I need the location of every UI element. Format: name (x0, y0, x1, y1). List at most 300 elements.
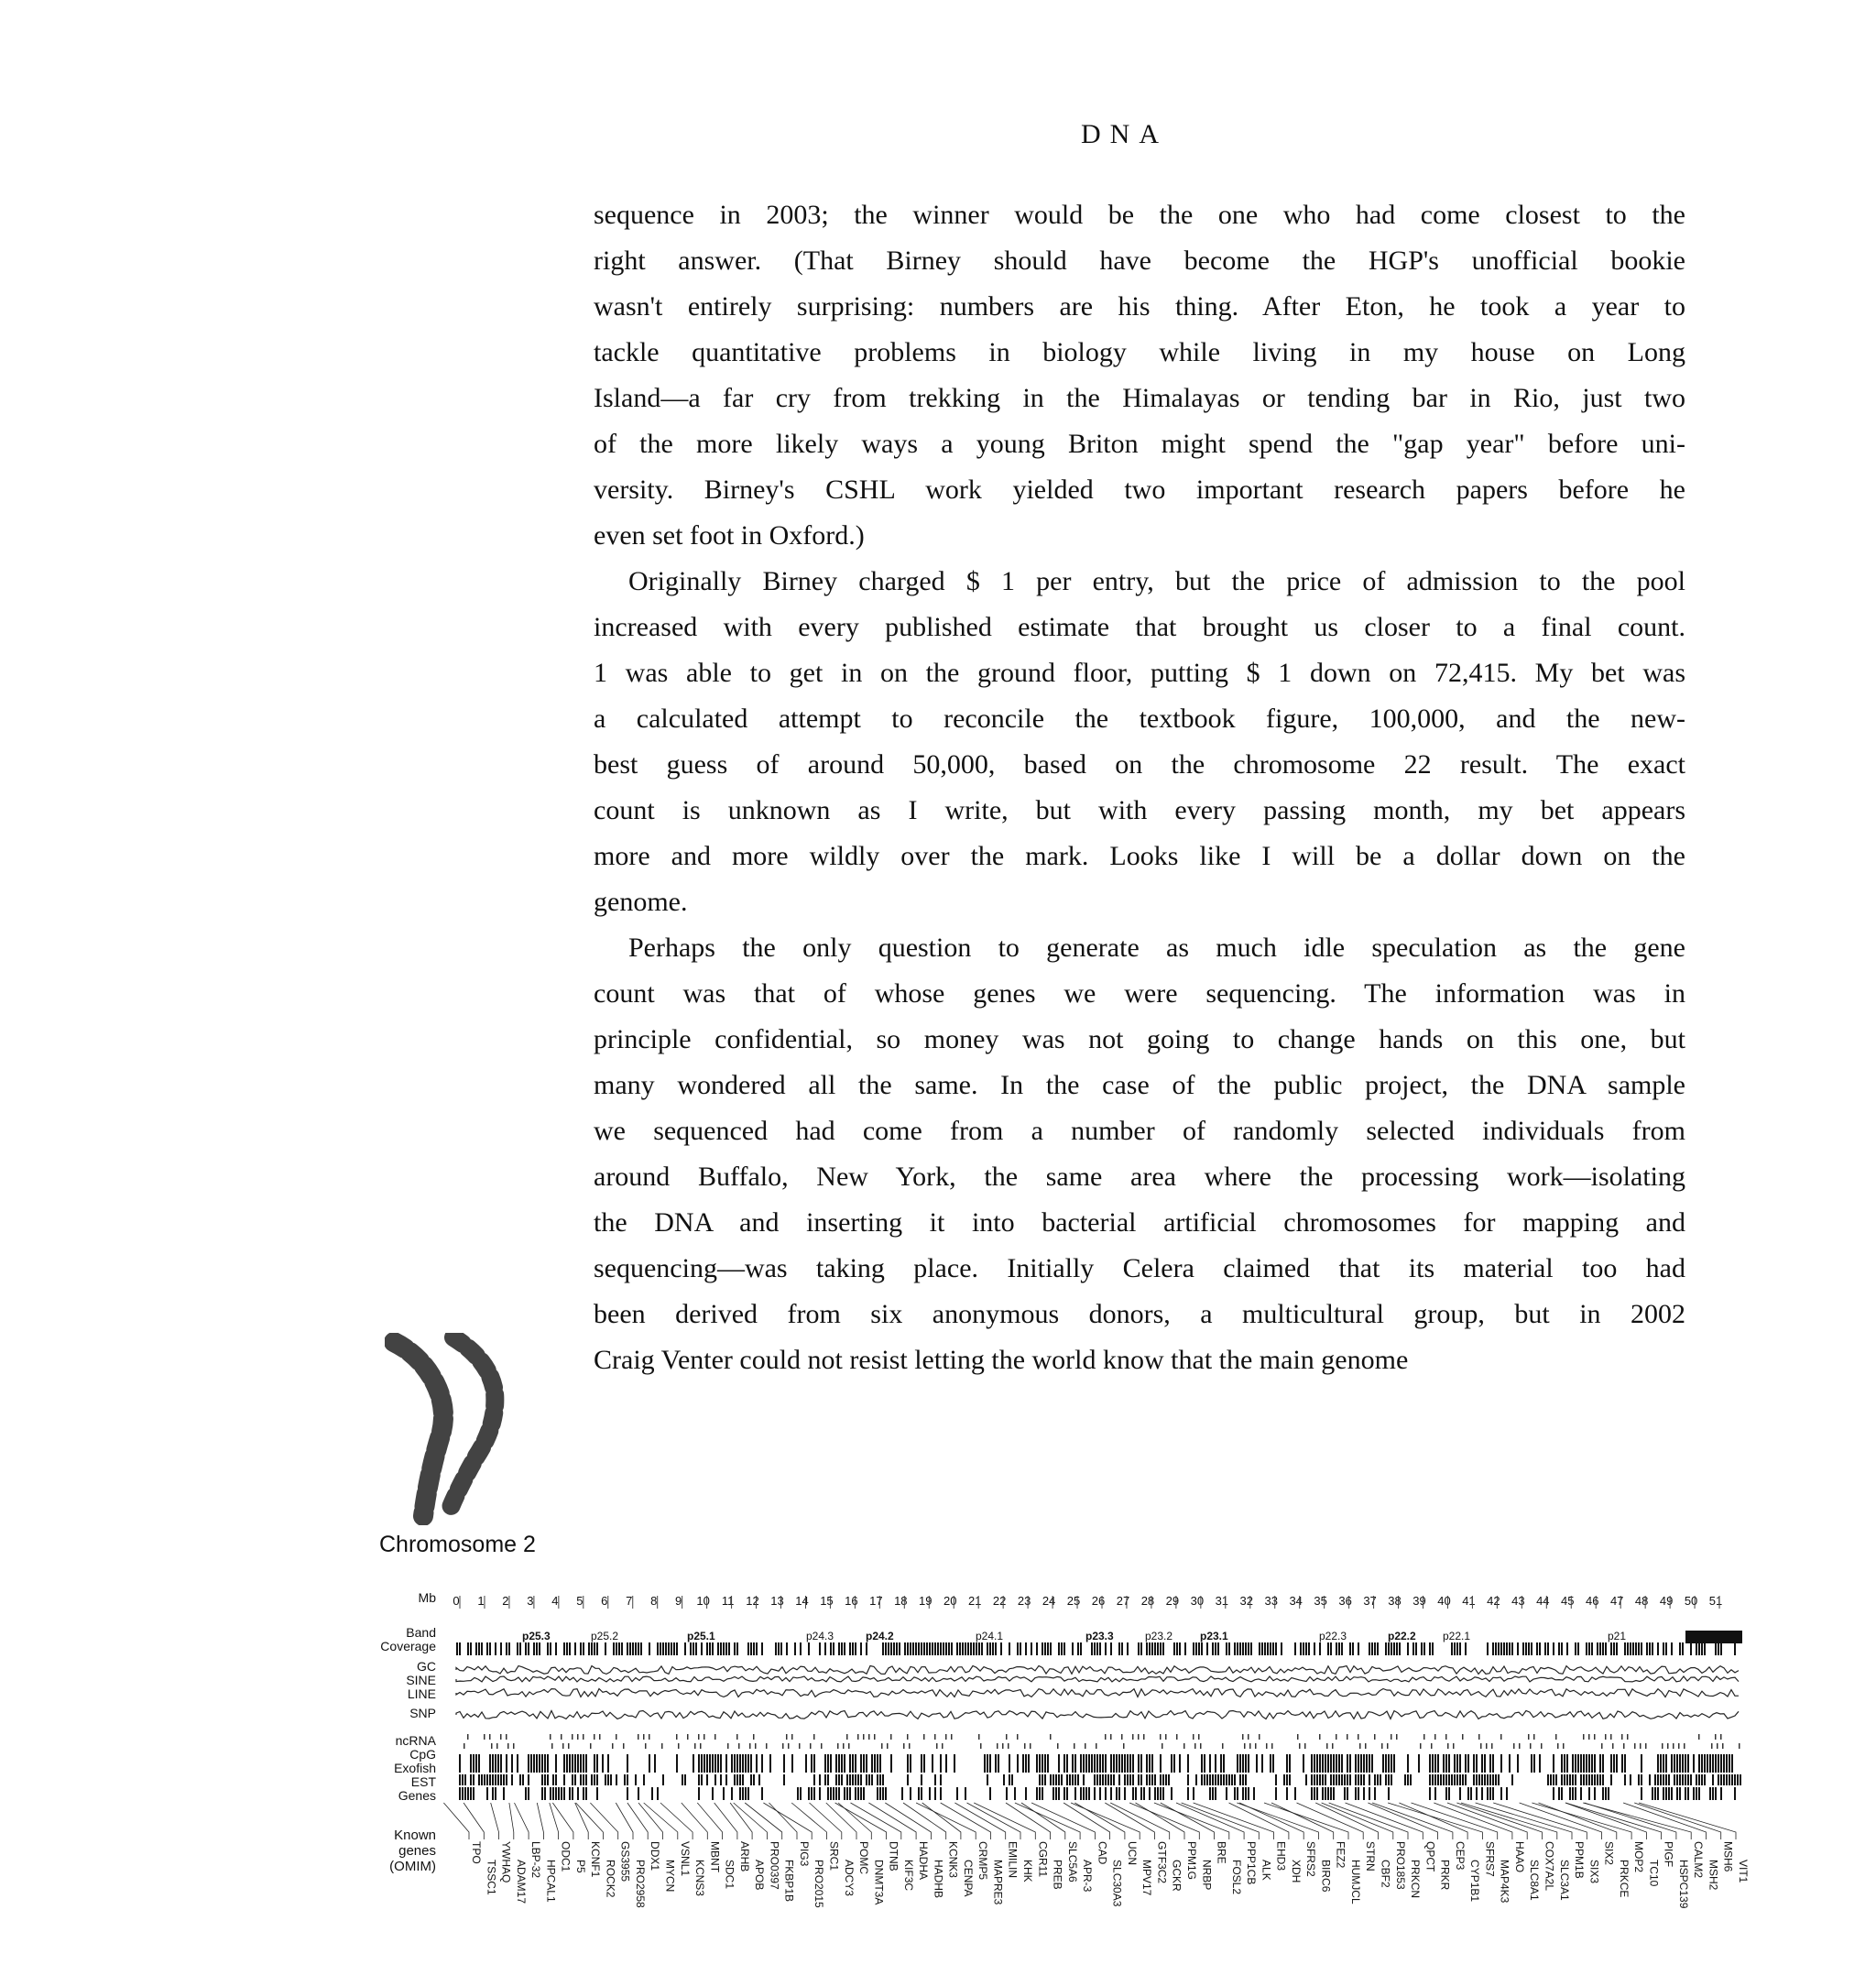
coverage-segment (1415, 1642, 1417, 1655)
exofish-mark (1366, 1754, 1368, 1773)
coverage-segment (640, 1642, 642, 1655)
coverage-segment (860, 1642, 862, 1655)
gene-label: VSNL1 (678, 1840, 692, 1877)
ncrna-tick (1374, 1734, 1376, 1740)
coverage-segment (1338, 1642, 1340, 1655)
coverage-segment (1511, 1642, 1513, 1655)
gene-mark (558, 1787, 560, 1800)
mb-label: Mb (418, 1590, 436, 1605)
est-mark (1734, 1774, 1736, 1785)
cpg-tick (980, 1743, 982, 1749)
exofish-mark (805, 1754, 807, 1773)
est-mark (635, 1774, 637, 1785)
ncrna-tick (1391, 1734, 1392, 1740)
gene-mark (879, 1787, 881, 1800)
mb-tick-label: 46 (1585, 1594, 1599, 1608)
coverage-segment (1558, 1642, 1560, 1655)
exofish-mark (1091, 1754, 1093, 1773)
gene-connector (1297, 1803, 1364, 1839)
exofish-mark (583, 1754, 584, 1773)
ncrna-tick (1445, 1734, 1447, 1740)
est-mark (624, 1774, 626, 1785)
coverage-segment (937, 1642, 939, 1655)
gene-connector (616, 1803, 633, 1839)
ncrna-tick (594, 1734, 595, 1740)
coverage-segment (849, 1642, 851, 1655)
cpg-tick (1387, 1743, 1389, 1749)
coverage-segment (1025, 1642, 1027, 1655)
gene-mark (1374, 1787, 1376, 1800)
exofish-mark (879, 1754, 881, 1773)
cpg-tick (1678, 1743, 1680, 1749)
est-mark (1154, 1774, 1156, 1785)
est-mark (1410, 1774, 1412, 1785)
ncrna-tick (1594, 1734, 1596, 1740)
est-mark (1140, 1774, 1142, 1785)
coverage-segment (943, 1642, 944, 1655)
exofish-mark (1454, 1754, 1456, 1773)
exofish-mark (1248, 1754, 1249, 1773)
cpg-tick (1601, 1743, 1603, 1749)
gene-label: SLC5A6 (1065, 1841, 1079, 1882)
exofish-mark (860, 1754, 862, 1773)
est-mark (846, 1774, 848, 1785)
text-line: more and more wildly over the mark. Looks like I will be a dollar down on the (594, 841, 1685, 871)
ncrna-tick (1555, 1734, 1557, 1740)
gene-connector (576, 1803, 604, 1839)
gene-label: APR-3 (1081, 1859, 1095, 1893)
coverage-segment (583, 1642, 584, 1655)
gene-mark (544, 1787, 546, 1800)
gene-connector (885, 1803, 931, 1839)
coverage-segment (1624, 1642, 1626, 1655)
exofish-mark (1138, 1754, 1140, 1773)
est-mark (1220, 1774, 1222, 1785)
gene-mark (1712, 1787, 1714, 1800)
coverage-segment (1305, 1642, 1307, 1655)
mb-tick-label: 14 (795, 1594, 809, 1608)
coverage-segment (621, 1642, 623, 1655)
coverage-segment (1599, 1642, 1601, 1655)
exofish-mark (1044, 1754, 1046, 1773)
coverage-segment (1242, 1642, 1244, 1655)
coverage-segment (1638, 1642, 1640, 1655)
exofish-mark (596, 1754, 598, 1773)
est-mark (1231, 1774, 1233, 1785)
coverage-segment (1690, 1642, 1692, 1655)
exofish-mark (1289, 1754, 1291, 1773)
exofish-mark (1085, 1754, 1087, 1773)
ncrna-tick (489, 1734, 491, 1740)
line-track (456, 1689, 1739, 1697)
coverage-segment (1198, 1642, 1200, 1655)
mb-tick-label: 18 (894, 1594, 908, 1608)
cpg-tick (1420, 1743, 1422, 1749)
gene-label: KCNS3 (693, 1859, 707, 1896)
text-line: tackle quantitative problems in biology while living in my house on Long (594, 337, 1685, 367)
ncrna-tick (1358, 1734, 1359, 1740)
coverage-segment (1228, 1642, 1230, 1655)
gene-mark (855, 1787, 856, 1800)
exofish-mark (1319, 1754, 1321, 1773)
coverage-segment (613, 1642, 615, 1655)
est-mark (1127, 1774, 1129, 1785)
est-mark (1385, 1774, 1387, 1785)
coverage-segment (536, 1642, 538, 1655)
exofish-mark (1456, 1754, 1458, 1773)
cpg-tick (848, 1743, 850, 1749)
est-mark (1380, 1774, 1381, 1785)
gene-connector (1182, 1803, 1260, 1839)
exofish-mark (1215, 1754, 1216, 1773)
exofish-mark (475, 1754, 477, 1773)
gene-connector (682, 1803, 708, 1839)
text-line: the DNA and inserting it into bacterial artificial chromosomes for mapping and (594, 1207, 1685, 1238)
cpg-tick (1057, 1743, 1059, 1749)
coverage-segment (1195, 1642, 1197, 1655)
est-mark (459, 1774, 461, 1785)
ncrna-tick (753, 1734, 755, 1740)
exofish-mark (693, 1754, 694, 1773)
est-mark (1610, 1774, 1612, 1785)
coverage-segment (761, 1642, 763, 1655)
est-mark (1124, 1774, 1126, 1785)
cpg-tick (507, 1743, 509, 1749)
exofish-mark (1720, 1754, 1722, 1773)
gene-label: DNMT3A (872, 1860, 886, 1905)
coverage-segment (1110, 1642, 1112, 1655)
cpg-tick (491, 1743, 493, 1749)
gene-mark (541, 1787, 543, 1800)
exofish-mark (547, 1754, 549, 1773)
est-mark (503, 1774, 505, 1785)
coverage-segment (1226, 1642, 1227, 1655)
coverage-segment (1630, 1642, 1631, 1655)
mb-tick-label: 33 (1264, 1594, 1278, 1608)
exofish-mark (1533, 1754, 1535, 1773)
cpg-tick (1673, 1743, 1674, 1749)
coverage-segment (1341, 1642, 1343, 1655)
gene-mark (1668, 1787, 1670, 1800)
est-mark (1451, 1774, 1453, 1785)
gene-mark (1347, 1787, 1348, 1800)
exofish-mark (987, 1754, 988, 1773)
coverage-segment (495, 1642, 496, 1655)
gene-mark (1074, 1787, 1076, 1800)
coverage-segment (1264, 1642, 1266, 1655)
text-line: Island—a far cry from trekking in the Himalayas or tending bar in Rio, just two (594, 383, 1685, 413)
gene-connector (868, 1803, 916, 1839)
band-label: p22.1 (1443, 1630, 1471, 1642)
exofish-mark (1489, 1754, 1491, 1773)
gene-mark (1481, 1787, 1483, 1800)
mb-tick-label: 43 (1511, 1594, 1525, 1608)
gene-mark (1209, 1787, 1211, 1800)
figure-title: Chromosome 2 (379, 1532, 536, 1557)
gene-mark (1327, 1787, 1329, 1800)
exofish-mark (676, 1754, 678, 1773)
gene-label: PRKCN (1409, 1860, 1422, 1899)
exofish-mark (1110, 1754, 1112, 1773)
ncrna-tick (1259, 1734, 1260, 1740)
cpg-tick (1030, 1743, 1031, 1749)
est-mark (868, 1774, 870, 1785)
gene-mark (1506, 1787, 1508, 1800)
est-mark (1676, 1774, 1678, 1785)
cpg-tick (645, 1743, 647, 1749)
est-mark (1072, 1774, 1074, 1785)
gene-mark (1006, 1787, 1008, 1800)
exofish-mark (761, 1754, 763, 1773)
coverage-segment (550, 1642, 551, 1655)
ncrna-tick (945, 1734, 947, 1740)
est-mark (841, 1774, 843, 1785)
coverage-segment (1421, 1642, 1423, 1655)
est-mark (484, 1774, 485, 1785)
gene-mark (830, 1787, 832, 1800)
gene-mark (495, 1787, 496, 1800)
exofish-mark (1509, 1754, 1511, 1773)
coverage-segment (1377, 1642, 1379, 1655)
est-mark (1118, 1774, 1120, 1785)
coverage-segment (882, 1642, 884, 1655)
cpg-tick (612, 1743, 614, 1749)
ncrna-tick (599, 1734, 601, 1740)
gene-mark (1500, 1787, 1502, 1800)
coverage-segment (1602, 1642, 1604, 1655)
est-mark (616, 1774, 617, 1785)
est-mark (1069, 1774, 1071, 1785)
cpg-tick (1304, 1743, 1306, 1749)
coverage-segment (1327, 1642, 1329, 1655)
est-mark (544, 1774, 546, 1785)
est-mark (662, 1774, 664, 1785)
cpg-tick (942, 1743, 943, 1749)
coverage-segment (1682, 1642, 1684, 1655)
text-line: Craig Venter could not resist letting the world know that the main genome (594, 1345, 1409, 1375)
exofish-mark (497, 1754, 499, 1773)
exofish-mark (1083, 1754, 1085, 1773)
gene-mark (1053, 1787, 1054, 1800)
mb-tick-label: 0 (453, 1594, 460, 1608)
gene-mark (1445, 1787, 1447, 1800)
exofish-mark (1072, 1754, 1074, 1773)
cpg-tick (1640, 1743, 1642, 1749)
coverage-segment (1261, 1642, 1263, 1655)
coverage-segment (1665, 1642, 1667, 1655)
exofish-mark (563, 1754, 565, 1773)
gene-connector (1585, 1803, 1676, 1839)
est-mark (497, 1774, 499, 1785)
coverage-segment (973, 1642, 975, 1655)
gene-connector (590, 1803, 617, 1839)
ncrna-tick (1176, 1734, 1178, 1740)
ncrna-tick (1017, 1734, 1019, 1740)
est-mark (1165, 1774, 1167, 1785)
ncrna-tick (500, 1734, 502, 1740)
coverage-segment (1281, 1642, 1282, 1655)
ncrna-tick (857, 1734, 859, 1740)
coverage-segment (605, 1642, 606, 1655)
cpg-tick (562, 1743, 564, 1749)
coverage-segment (1031, 1642, 1032, 1655)
band-label: p25.3 (522, 1630, 551, 1642)
exofish-mark (1407, 1754, 1409, 1773)
ncrna-tick (1621, 1734, 1623, 1740)
exofish-mark (701, 1754, 703, 1773)
ncrna-tick (874, 1734, 876, 1740)
gene-mark (1608, 1787, 1609, 1800)
gene-mark (1311, 1787, 1313, 1800)
gene-mark (1657, 1787, 1659, 1800)
mb-tick-label: 35 (1314, 1594, 1327, 1608)
sine-track (456, 1676, 1739, 1682)
ncrna-tick (1336, 1734, 1337, 1740)
gene-mark (1679, 1787, 1681, 1800)
coverage-segment (519, 1642, 521, 1655)
coverage-segment (841, 1642, 843, 1655)
est-mark (1492, 1774, 1494, 1785)
est-mark (1674, 1774, 1675, 1785)
gene-connector (954, 1803, 1005, 1839)
est-mark (1066, 1774, 1068, 1785)
est-mark (1305, 1774, 1307, 1785)
exofish-mark (747, 1754, 749, 1773)
exofish-mark (866, 1754, 867, 1773)
est-mark (1050, 1774, 1052, 1785)
coverage-segment (970, 1642, 972, 1655)
gene-mark (698, 1787, 700, 1800)
coverage-segment (467, 1642, 469, 1655)
coverage-segment (987, 1642, 988, 1655)
exofish-mark (1036, 1754, 1038, 1773)
text-line: we sequenced had come from a number of randomly selected individuals from (594, 1116, 1685, 1146)
est-mark (591, 1774, 593, 1785)
exofish-mark (945, 1754, 947, 1773)
coverage-segment (1138, 1642, 1140, 1655)
est-mark (824, 1774, 826, 1785)
est-mark (1275, 1774, 1277, 1785)
gene-mark (844, 1787, 845, 1800)
gene-connector (1493, 1803, 1587, 1839)
coverage-segment (1314, 1642, 1315, 1655)
est-mark (1649, 1774, 1651, 1785)
coverage-segment (1369, 1642, 1370, 1655)
coverage-segment (890, 1642, 892, 1655)
gene-mark (1135, 1787, 1137, 1800)
exofish-mark (1591, 1754, 1593, 1773)
exofish-mark (1665, 1754, 1667, 1773)
est-mark (580, 1774, 582, 1785)
coverage-segment (690, 1642, 692, 1655)
mb-tick-label: 7 (626, 1594, 633, 1608)
ncrna-tick (1198, 1734, 1200, 1740)
coverage-segment (1096, 1642, 1098, 1655)
gene-connector (1015, 1803, 1080, 1839)
est-mark (1212, 1774, 1214, 1785)
exofish-mark (1481, 1754, 1483, 1773)
mb-tick-label: 47 (1609, 1594, 1624, 1608)
coverage-segment (1201, 1642, 1203, 1655)
est-mark (1377, 1774, 1379, 1785)
exofish-mark (495, 1754, 496, 1773)
gene-mark (1369, 1787, 1370, 1800)
coverage-segment (926, 1642, 928, 1655)
est-mark (1665, 1774, 1667, 1785)
gene-mark (1314, 1787, 1315, 1800)
ncrna-tick (978, 1734, 980, 1740)
exofish-mark (830, 1754, 832, 1773)
est-mark (1347, 1774, 1348, 1785)
coverage-segment (662, 1642, 664, 1655)
exofish-mark (1594, 1754, 1596, 1773)
gene-mark (555, 1787, 557, 1800)
cpg-tick (1183, 1743, 1185, 1749)
gene-mark (627, 1787, 628, 1800)
exofish-mark (1009, 1754, 1010, 1773)
gene-mark (745, 1787, 747, 1800)
gene-label: BRE (1215, 1841, 1228, 1864)
cpg-tick (1200, 1743, 1202, 1749)
exofish-mark (863, 1754, 865, 1773)
ncrna-tick (813, 1734, 815, 1740)
exofish-mark (555, 1754, 557, 1773)
ncrna-tick (1110, 1734, 1112, 1740)
gene-connector (745, 1803, 782, 1839)
est-mark (742, 1774, 744, 1785)
coverage-segment (470, 1642, 472, 1655)
cpg-tick (1365, 1743, 1367, 1749)
est-mark (1160, 1774, 1162, 1785)
gene-label: MOP2 (1632, 1841, 1646, 1873)
exofish-mark (607, 1754, 609, 1773)
est-mark (1668, 1774, 1670, 1785)
coverage-segment (808, 1642, 810, 1655)
running-head: DNA (1081, 119, 1168, 149)
exofish-mark (1445, 1754, 1447, 1773)
gene-label: TSSC1 (485, 1859, 498, 1895)
coverage-segment (695, 1642, 697, 1655)
coverage-segment (800, 1642, 802, 1655)
est-mark (1462, 1774, 1464, 1785)
ncrna-tick (791, 1734, 793, 1740)
gene-mark (1333, 1787, 1335, 1800)
coverage-segment (1061, 1642, 1063, 1655)
exofish-mark (489, 1754, 491, 1773)
coverage-segment (1248, 1642, 1249, 1655)
exofish-mark (1179, 1754, 1181, 1773)
exofish-mark (838, 1754, 840, 1773)
coverage-segment (591, 1642, 593, 1655)
gene-label: ADCY3 (842, 1859, 856, 1896)
est-mark (489, 1774, 491, 1785)
gene-mark (1580, 1787, 1582, 1800)
gene-mark (835, 1787, 837, 1800)
coverage-segment (1635, 1642, 1637, 1655)
ncrna-tick (863, 1734, 865, 1740)
gene-mark (1105, 1787, 1107, 1800)
cpg-tick (1486, 1743, 1488, 1749)
cpg-tick (1480, 1743, 1482, 1749)
exofish-mark (725, 1754, 727, 1773)
ncrna-tick (1242, 1734, 1244, 1740)
text-line: count is unknown as I write, but with every passing month, my bet appears (594, 795, 1685, 825)
gene-mark (1685, 1787, 1686, 1800)
cpg-tick (887, 1743, 889, 1749)
exofish-mark (1116, 1754, 1118, 1773)
exofish-mark (1369, 1754, 1370, 1773)
est-mark (1630, 1774, 1631, 1785)
